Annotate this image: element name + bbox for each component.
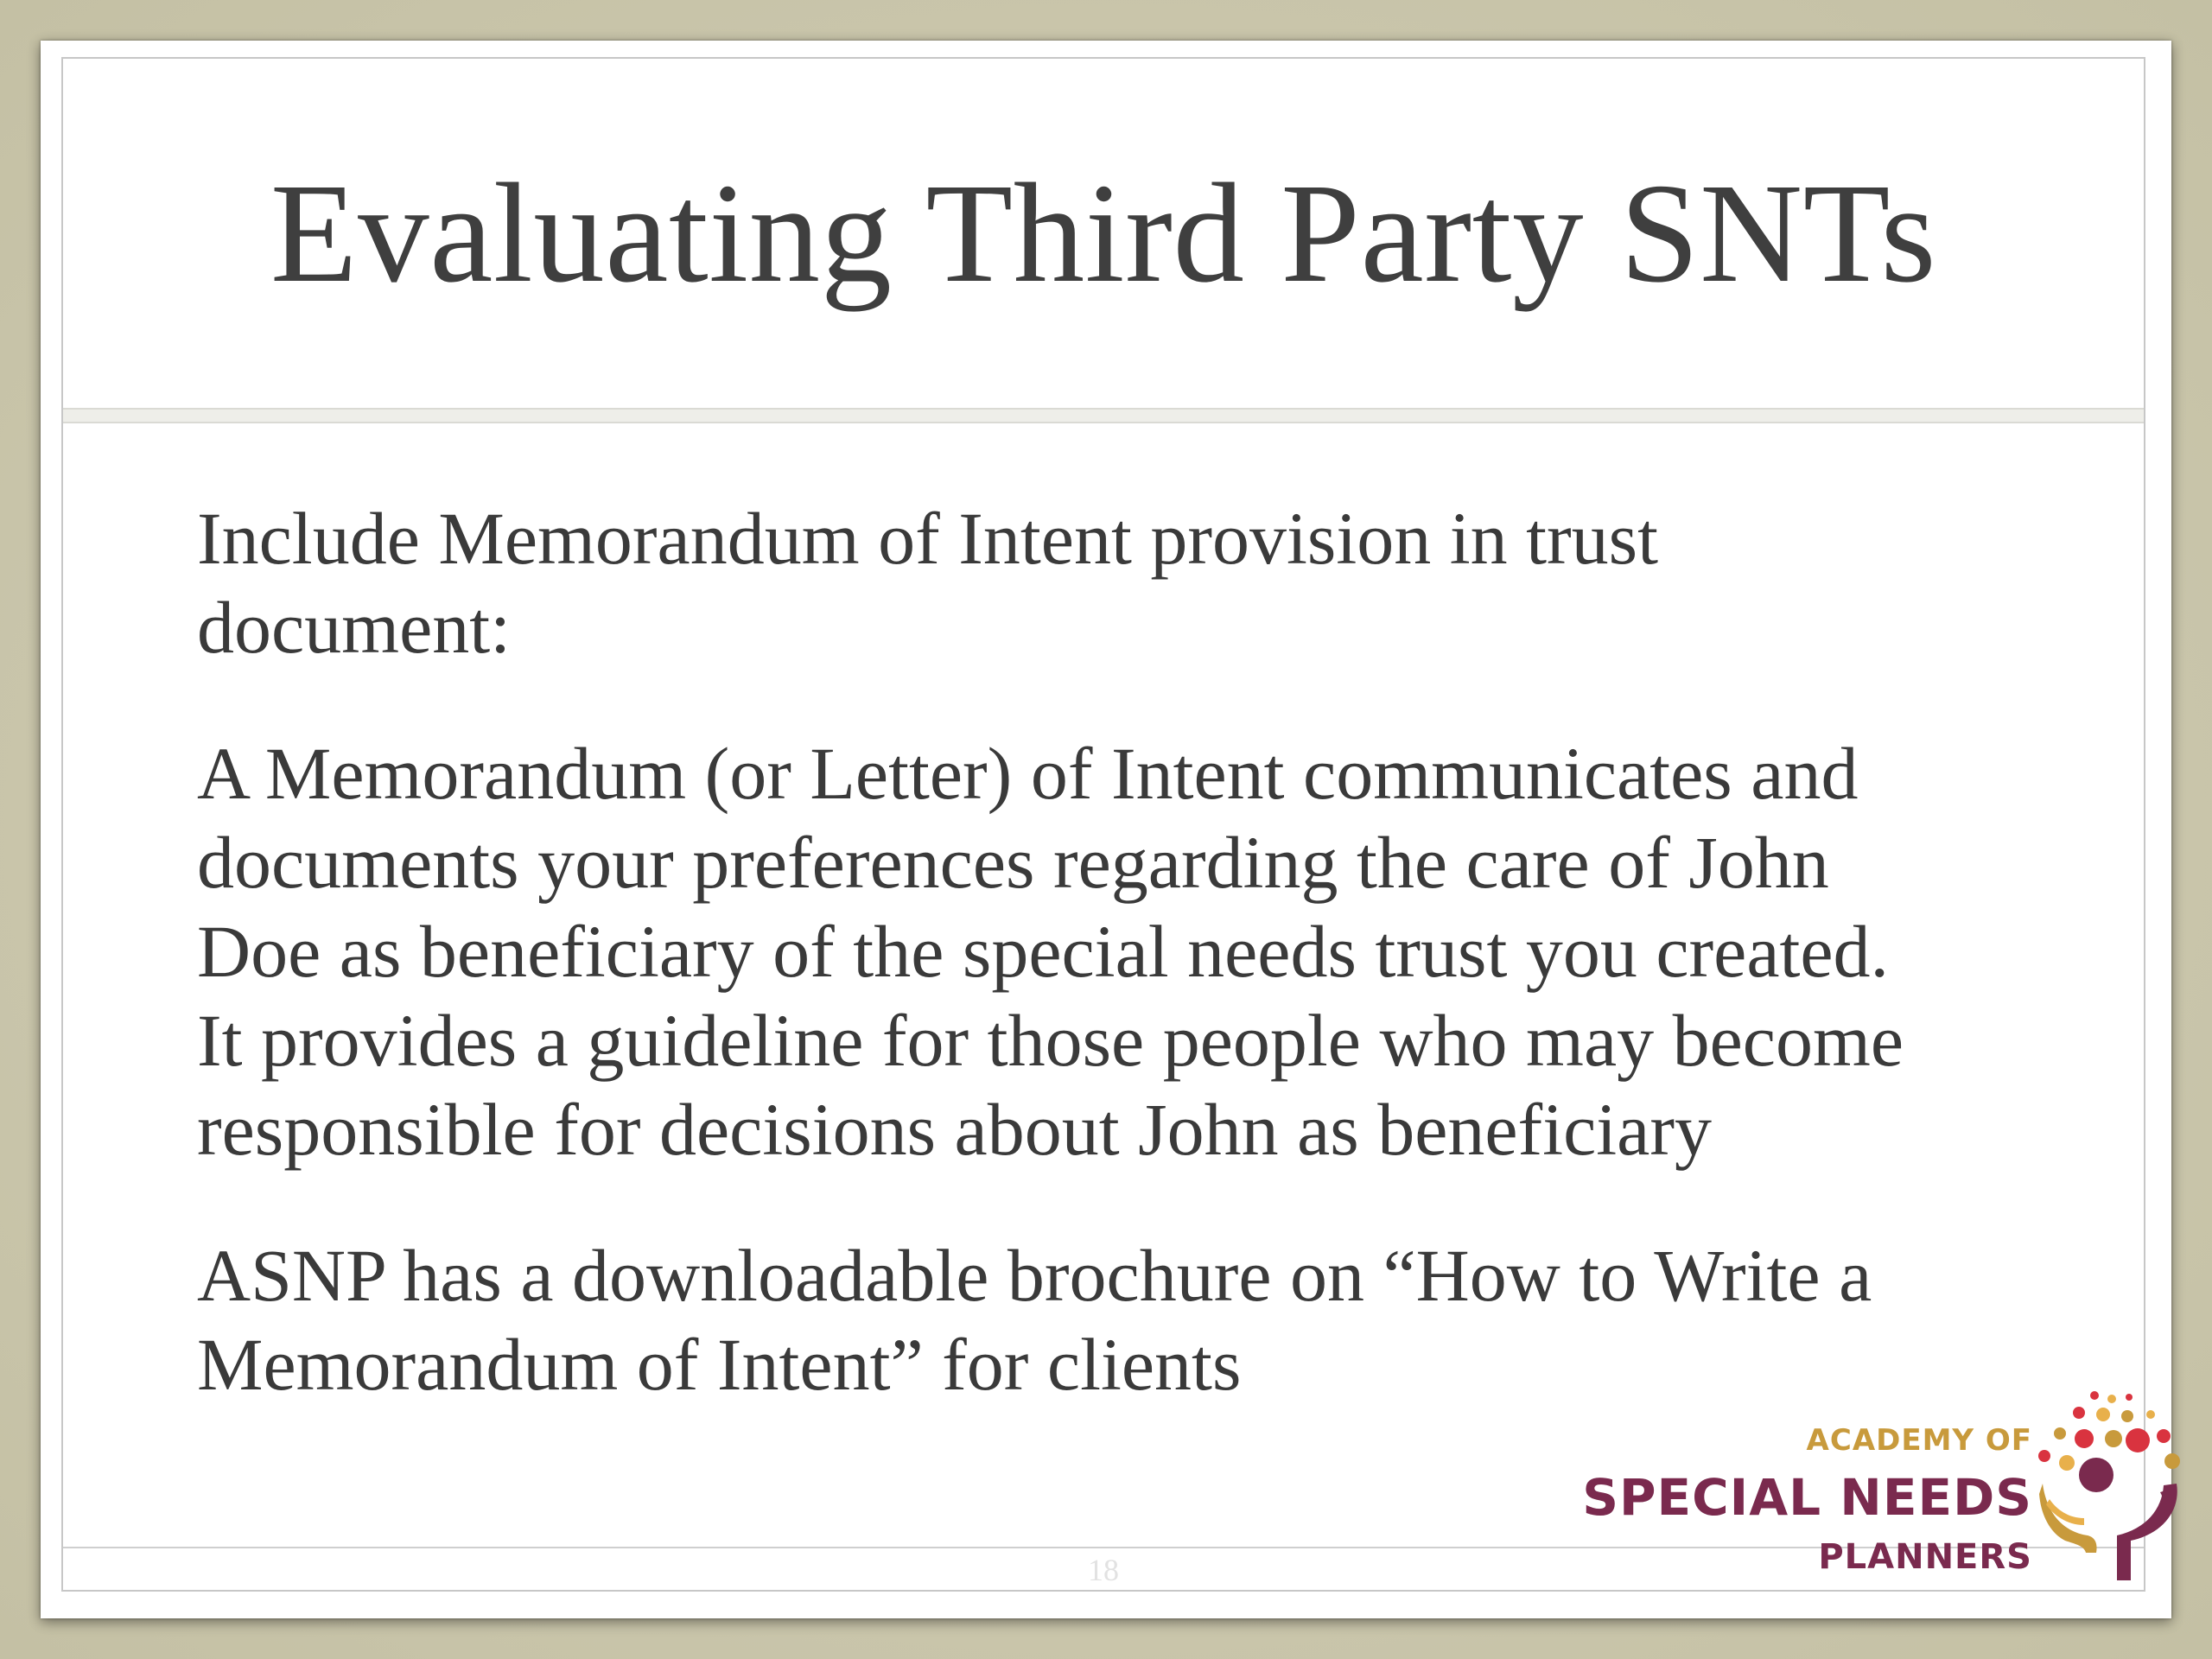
asnp-logo bbox=[1510, 1337, 2201, 1596]
logo-line-academy: ACADEMY OF bbox=[1806, 1423, 2032, 1458]
paragraph-memorandum-definition: A Memorandum (or Letter) of Intent communicates and documents your preferences regarding the care of John Doe as beneficiary of the special needs trust you created. It provides a guideline for those people who may become responsible for decisions about John as beneficiary bbox=[197, 732, 1904, 1171]
paragraph-memorandum-provision: Include Memorandum of Intent provision in trust document: bbox=[197, 497, 1659, 669]
logo-line-special-needs: SPECIAL NEEDS bbox=[1582, 1468, 2032, 1527]
logo-line-planners: PLANNERS bbox=[1818, 1537, 2032, 1577]
paragraph-asnp-brochure: ASNP has a downloadable brochure on “How to Write a Memorandum of Intent” for clients bbox=[197, 1234, 1872, 1406]
slide-title: Evaluating Third Party SNTs bbox=[270, 154, 1937, 312]
hands-tree-logo-icon bbox=[2034, 1389, 2185, 1583]
slide bbox=[41, 41, 2171, 1618]
title-divider bbox=[63, 408, 2144, 423]
slide-body bbox=[197, 494, 2055, 1466]
page-number: 18 bbox=[1088, 1553, 1119, 1587]
title-area bbox=[63, 59, 2144, 408]
